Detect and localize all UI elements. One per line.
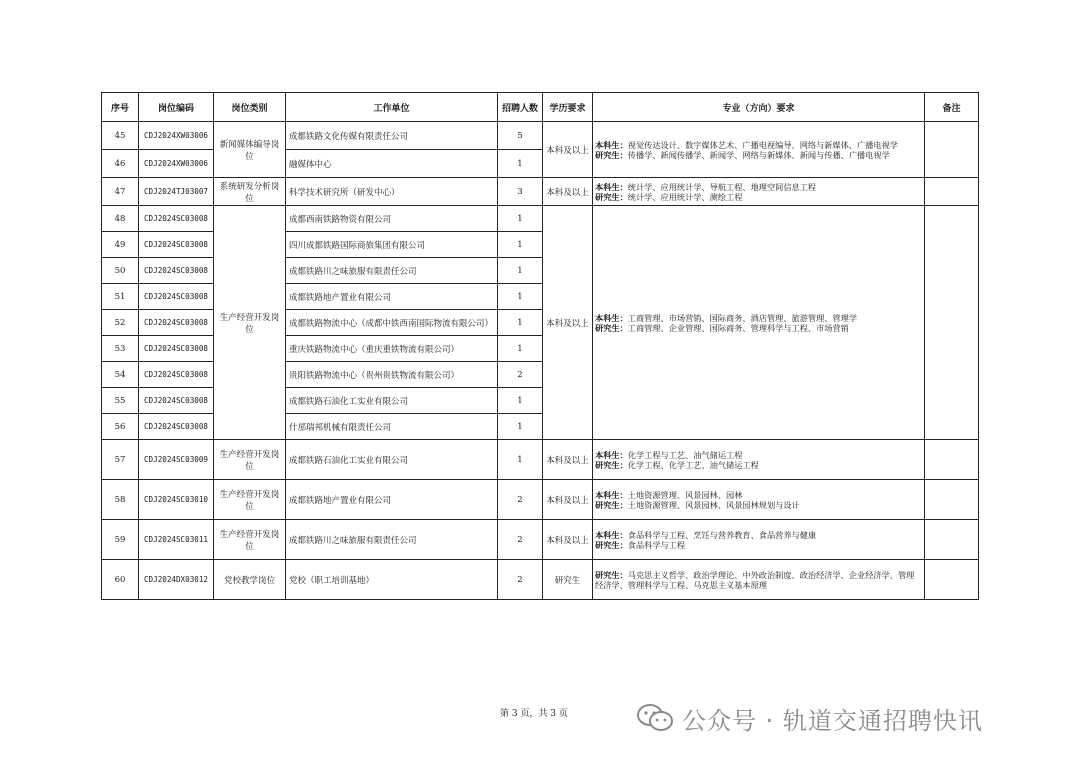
hiring-count: 1	[498, 258, 543, 284]
work-unit: 成都铁路文化传媒有限责任公司	[286, 122, 498, 150]
major-requirement	[593, 440, 925, 480]
recruitment-table	[101, 92, 979, 600]
work-unit: 融媒体中心	[286, 150, 498, 178]
major-degree-label: 本科生：	[595, 529, 628, 540]
major-degree-label: 研究生：	[595, 459, 628, 470]
work-unit: 成都铁路川之味旅服有限责任公司	[286, 258, 498, 284]
table-row	[102, 440, 979, 480]
header-code: 岗位编码	[139, 93, 214, 122]
major-requirement	[593, 520, 925, 560]
major-list: 统计学、应用统计学、导航工程、地理空间信息工程	[627, 181, 817, 192]
work-unit: 科学技术研究所（研发中心）	[286, 178, 498, 206]
position-code: CDJ2024SC03011	[139, 520, 214, 560]
position-category: 系统研发分析岗位	[214, 178, 286, 206]
major-list: 工商管理、市场营销、国际商务、酒店管理、旅游管理、管理学	[627, 312, 858, 323]
work-unit: 成都西南铁路物资有限公司	[286, 206, 498, 232]
major-degree-label: 本科生：	[595, 312, 628, 323]
major-degree-label: 研究生：	[595, 149, 628, 160]
major-degree-label: 研究生：	[595, 322, 628, 333]
education-requirement: 本科及以上	[543, 178, 593, 206]
hiring-count: 3	[498, 178, 543, 206]
education-requirement: 研究生	[543, 560, 593, 600]
education-requirement: 本科及以上	[543, 122, 593, 178]
row-number: 52	[102, 310, 139, 336]
position-code: CDJ2024SC03008	[139, 388, 214, 414]
work-unit: 成都铁路地产置业有限公司	[286, 480, 498, 520]
major-line	[595, 182, 922, 192]
hiring-count: 2	[498, 560, 543, 600]
major-line	[595, 460, 922, 470]
row-number: 56	[102, 414, 139, 440]
major-requirement	[593, 206, 925, 440]
header-major: 专业（方向）要求	[593, 93, 925, 122]
hiring-count: 2	[498, 362, 543, 388]
major-line	[595, 500, 922, 510]
hiring-count: 1	[498, 150, 543, 178]
education-requirement: 本科及以上	[543, 440, 593, 480]
major-list: 马克思主义哲学、政治学理论、中外政治制度、政治经济学、企业经济学、管理经济学、管理科学与工程、马克思主义基本原理	[595, 569, 915, 590]
major-list: 食品科学与工程	[627, 539, 686, 550]
position-code: CDJ2024SC03010	[139, 480, 214, 520]
major-degree-label: 本科生：	[595, 139, 628, 150]
row-number: 54	[102, 362, 139, 388]
major-list: 传播学、新闻传播学、新闻学、网络与新媒体、新闻与传播、广播电视学	[627, 149, 890, 160]
major-degree-label: 本科生：	[595, 181, 628, 192]
major-line	[595, 530, 922, 540]
position-code: CDJ2024SC03008	[139, 362, 214, 388]
major-degree-label: 研究生：	[595, 569, 628, 580]
hiring-count: 1	[498, 284, 543, 310]
row-number: 59	[102, 520, 139, 560]
work-unit: 四川成都铁路国际商旅集团有限公司	[286, 232, 498, 258]
note-cell	[925, 560, 979, 600]
major-list: 工商管理、企业管理、国际商务、管理科学与工程、市场营销	[627, 322, 849, 333]
major-line	[595, 192, 922, 202]
row-number: 51	[102, 284, 139, 310]
major-requirement	[593, 480, 925, 520]
major-list: 食品科学与工程、烹饪与营养教育、食品营养与健康	[627, 529, 817, 540]
position-category: 党校教学岗位	[214, 560, 286, 600]
major-degree-label: 研究生：	[595, 191, 628, 202]
hiring-count: 1	[498, 388, 543, 414]
header-unit: 工作单位	[286, 93, 498, 122]
hiring-count: 2	[498, 520, 543, 560]
position-code: CDJ2024TJ03007	[139, 178, 214, 206]
major-line	[595, 490, 922, 500]
position-code: CDJ2024SC03008	[139, 258, 214, 284]
position-code: CDJ2024XW03006	[139, 150, 214, 178]
position-code: CDJ2024SC03008	[139, 232, 214, 258]
header-note: 备注	[925, 93, 979, 122]
row-number: 58	[102, 480, 139, 520]
major-list: 土地资源管理、风景园林、风景园林规划与设计	[627, 499, 800, 510]
header-no: 序号	[102, 93, 139, 122]
table-row	[102, 206, 979, 232]
wechat-watermark	[636, 700, 983, 736]
major-list: 视觉传达设计、数字媒体艺术、广播电视编导、网络与新媒体、广播电视学	[627, 139, 898, 150]
major-list: 化学工程与工艺、油气储运工程	[627, 449, 743, 460]
education-requirement: 本科及以上	[543, 480, 593, 520]
header-category: 岗位类别	[214, 93, 286, 122]
position-category: 生产经营开发岗位	[214, 440, 286, 480]
work-unit: 什邡瑞邦机械有限责任公司	[286, 414, 498, 440]
row-number: 47	[102, 178, 139, 206]
row-number: 50	[102, 258, 139, 284]
table-row	[102, 520, 979, 560]
major-degree-label: 本科生：	[595, 489, 628, 500]
wechat-icon	[636, 703, 674, 733]
table-row	[102, 122, 979, 150]
major-requirement	[593, 560, 925, 600]
header-count: 招聘人数	[498, 93, 543, 122]
work-unit: 成都铁路石油化工实业有限公司	[286, 440, 498, 480]
education-requirement: 本科及以上	[543, 206, 593, 440]
row-number: 46	[102, 150, 139, 178]
table-row	[102, 480, 979, 520]
row-number: 53	[102, 336, 139, 362]
work-unit: 成都铁路地产置业有限公司	[286, 284, 498, 310]
major-degree-label: 研究生：	[595, 499, 628, 510]
major-requirement	[593, 122, 925, 178]
row-number: 45	[102, 122, 139, 150]
work-unit: 成都铁路川之味旅服有限责任公司	[286, 520, 498, 560]
note-cell	[925, 440, 979, 480]
position-code: CDJ2024SC03008	[139, 206, 214, 232]
row-number: 48	[102, 206, 139, 232]
major-line	[595, 313, 922, 323]
major-line	[595, 323, 922, 333]
hiring-count: 1	[498, 206, 543, 232]
watermark-text: 公众号 · 轨道交通招聘快讯	[682, 706, 983, 735]
major-line	[595, 150, 922, 160]
education-requirement: 本科及以上	[543, 520, 593, 560]
note-cell	[925, 122, 979, 178]
major-requirement	[593, 178, 925, 206]
row-number: 49	[102, 232, 139, 258]
hiring-count: 1	[498, 336, 543, 362]
table-header-row	[102, 93, 979, 122]
position-code: CDJ2024SC03008	[139, 284, 214, 310]
work-unit: 成都铁路石油化工实业有限公司	[286, 388, 498, 414]
note-cell	[925, 178, 979, 206]
hiring-count: 2	[498, 480, 543, 520]
note-cell	[925, 520, 979, 560]
work-unit: 贵阳铁路物流中心（贵州贵铁物流有限公司）	[286, 362, 498, 388]
major-degree-label: 研究生：	[595, 539, 628, 550]
page-number: 第 3 页，共 3 页	[500, 709, 568, 719]
major-line	[595, 570, 922, 590]
work-unit: 成都铁路物流中心（成都中铁西南国际物流有限公司）	[286, 310, 498, 336]
major-line	[595, 450, 922, 460]
position-code: CDJ2024SC03009	[139, 440, 214, 480]
row-number: 60	[102, 560, 139, 600]
note-cell	[925, 480, 979, 520]
row-number: 57	[102, 440, 139, 480]
work-unit: 党校（职工培训基地）	[286, 560, 498, 600]
position-code: CDJ2024DX03012	[139, 560, 214, 600]
table-row	[102, 560, 979, 600]
position-category: 生产经营开发岗位	[214, 206, 286, 440]
hiring-count: 1	[498, 440, 543, 480]
hiring-count: 1	[498, 232, 543, 258]
note-cell	[925, 206, 979, 440]
major-line	[595, 140, 922, 150]
position-category: 生产经营开发岗位	[214, 480, 286, 520]
position-code: CDJ2024SC03008	[139, 336, 214, 362]
position-code: CDJ2024XW03006	[139, 122, 214, 150]
major-list: 土地资源管理、风景园林、园林	[627, 489, 743, 500]
major-list: 统计学、应用统计学、测绘工程	[627, 191, 743, 202]
major-list: 化学工程、化学工艺、油气储运工程	[627, 459, 759, 470]
hiring-count: 5	[498, 122, 543, 150]
position-code: CDJ2024SC03008	[139, 310, 214, 336]
row-number: 55	[102, 388, 139, 414]
position-code: CDJ2024SC03008	[139, 414, 214, 440]
hiring-count: 1	[498, 310, 543, 336]
major-degree-label: 本科生：	[595, 449, 628, 460]
table-row	[102, 178, 979, 206]
work-unit: 重庆铁路物流中心（重庆重铁物流有限公司）	[286, 336, 498, 362]
hiring-count: 1	[498, 414, 543, 440]
header-education: 学历要求	[543, 93, 593, 122]
major-line	[595, 540, 922, 550]
position-category: 生产经营开发岗位	[214, 520, 286, 560]
position-category: 新闻媒体编导岗位	[214, 122, 286, 178]
